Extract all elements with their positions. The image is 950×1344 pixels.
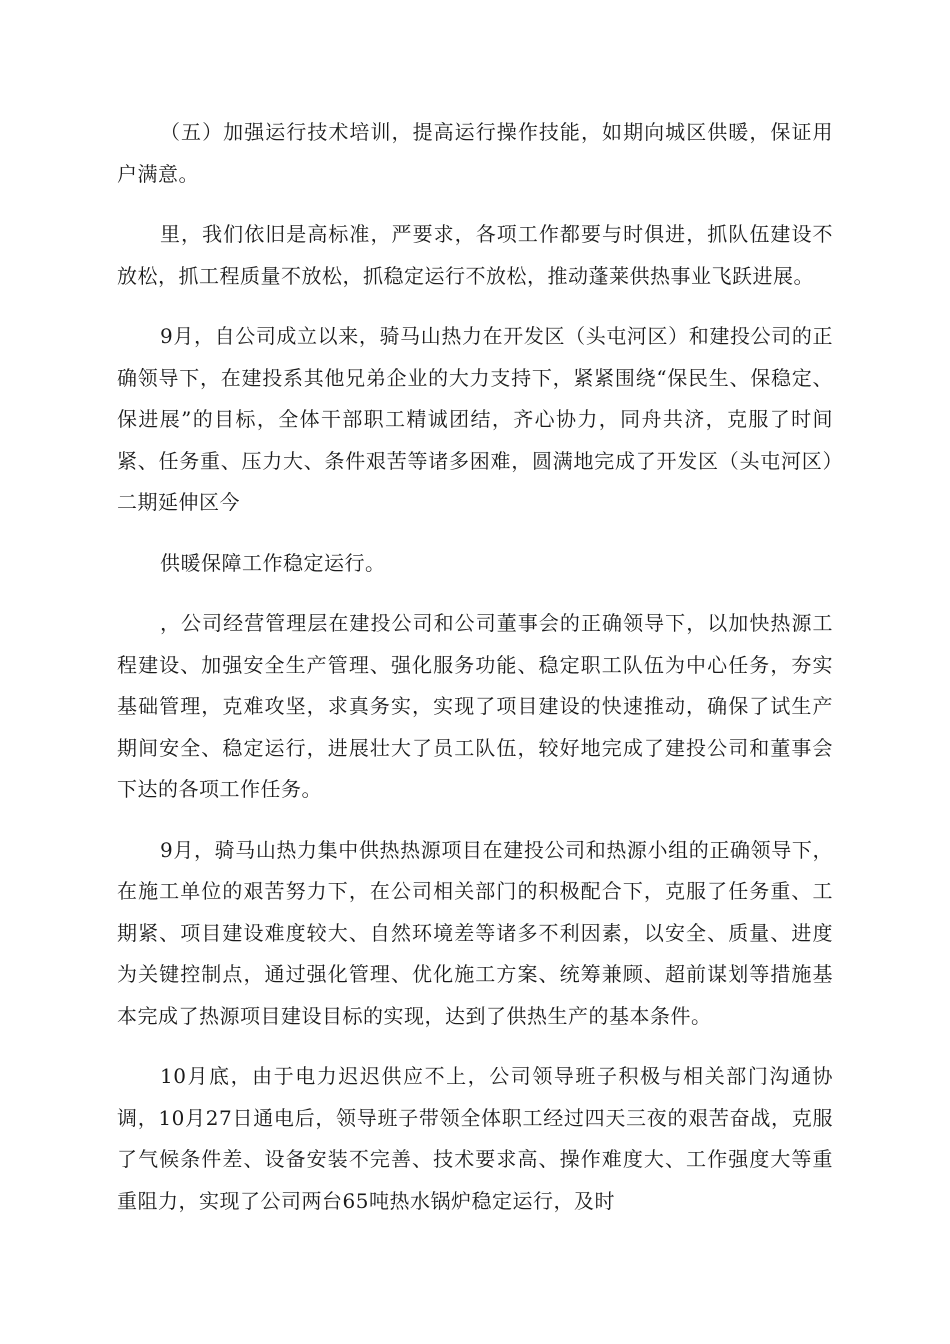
document-body (117, 112, 833, 1241)
paragraph-training: （五）加强运行技术培训，提高运行操作技能，如期向城区供暖，保证用户满意。 (117, 120, 833, 186)
paragraph-management: ，公司经营管理层在建投公司和公司董事会的正确领导下，以加快热源工程建设、加强安全生产管理、强化服务功能、稳定职工队伍为中心任务，夯实基础管理，克难攻坚，求真务实，实现了项目建设的快速推动，确保了试生产期间安全、稳定运行，进展壮大了员工队伍，较好地完成了建投公司和董事会下达的各项工作任务。 (117, 611, 833, 801)
paragraph-heating-guarantee: 供暖保障工作稳定运行。 (160, 550, 386, 575)
paragraph-september-project: 9月，骑马山热力集中供热热源项目在建投公司和热源小组的正确领导下，在施工单位的艰苦努力下，在公司相关部门的积极配合下，克服了任务重、工期紧、项目建设难度较大、自然环境差等诸多不利因素，以安全、质量、进度为关键控制点，通过强化管理、优化施工方案、统筹兼顾、超前谋划等措施基本完成了热源项目建设目标的实现，达到了供热生产的基本条件。 (117, 837, 833, 1028)
paragraph-september-founding: 9月，自公司成立以来，骑马山热力在开发区（头屯河区）和建投公司的正确领导下，在建投系其他兄弟企业的大力支持下，紧紧围绕“保民生、保稳定、保进展”的目标，全体干部职工精诚团结，齐心协力，同舟共济，克服了时间紧、任务重、压力大、条件艰苦等诸多困难，圆满地完成了开发区（头屯河区）二期延伸区今 (117, 324, 833, 514)
paragraph-high-standards: 里，我们依旧是高标准，严要求，各项工作都要与时俱进，抓队伍建设不放松，抓工程质量不放松，抓稳定运行不放松，推动蓬莱供热事业飞跃进展。 (117, 222, 833, 288)
paragraph-october-power: 10月底，由于电力迟迟供应不上，公司领导班子积极与相关部门沟通协调，10月27日通电后，领导班子带领全体职工经过四天三夜的艰苦奋战，克服了气候条件差、设备安装不完善、技术要求高、操作难度大、工作强度大等重重阻力，实现了公司两台65吨热水锅炉稳定运行，及时 (117, 1064, 833, 1213)
